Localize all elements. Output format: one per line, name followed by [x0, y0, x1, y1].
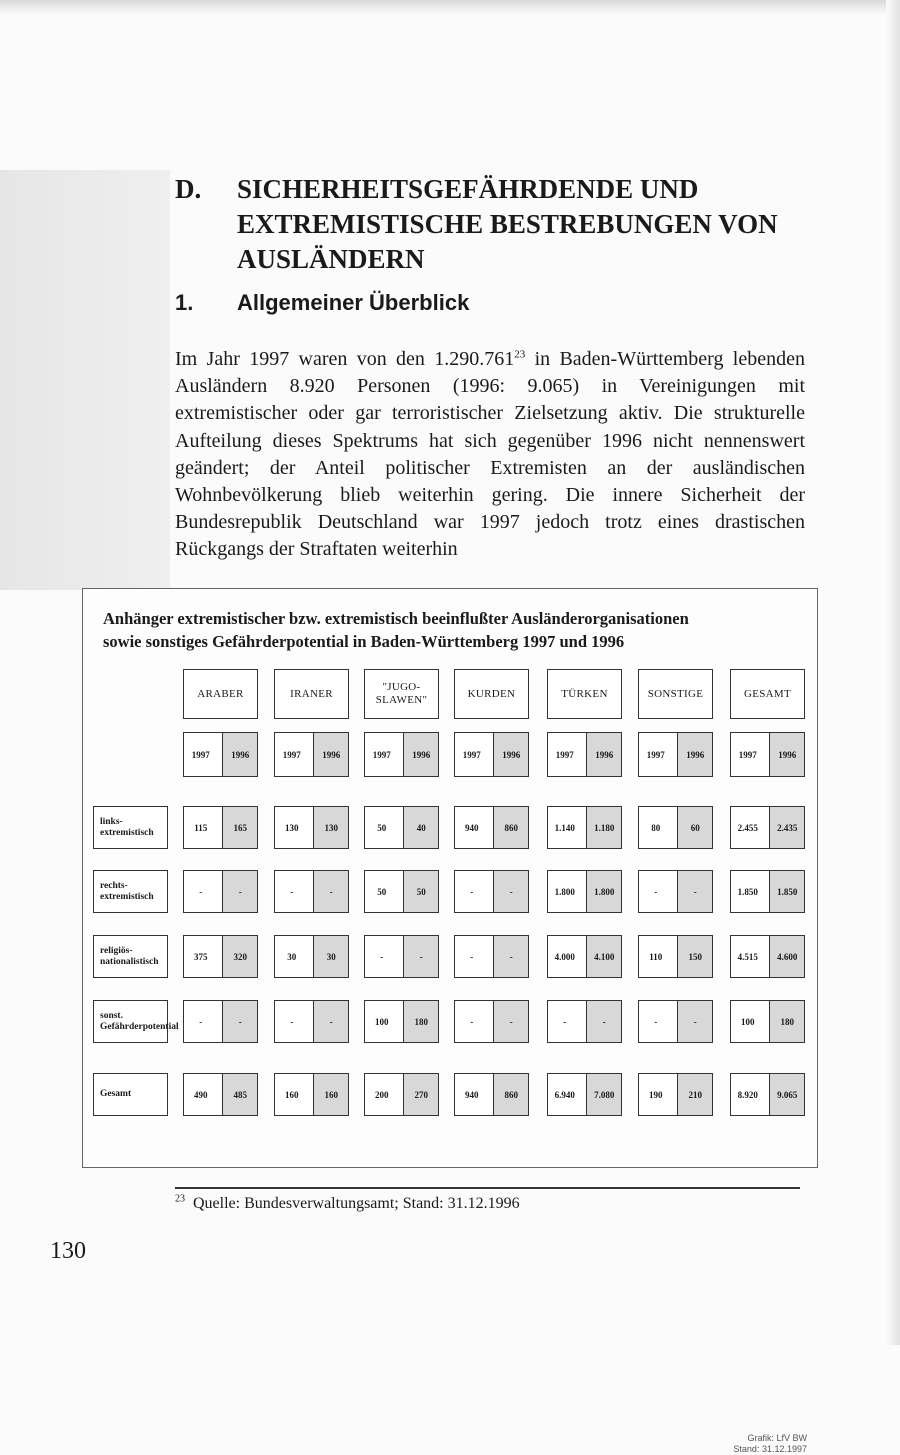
- value-1997: -: [199, 886, 203, 897]
- value-1997: 100: [741, 1016, 755, 1027]
- year-1997-label: 1997: [555, 749, 574, 760]
- group-header: GESAMT: [730, 669, 805, 719]
- value-1996: 40: [403, 807, 438, 848]
- body-text-rest: in Baden-Württemberg lebenden Ausländern 8.920 Personen (1996: 9.065) in Vereinigungen mit extremistischer oder gar terroristischer Zielsetzung aktiv. Die strukturelle Aufteilung dieses Spektrums hat sich gegenüber 1996 nicht nennenswert geändert; der Anteil politischer Extremisten an der ausländischen Wohnbevölkerung blieb weiterhin gering. Die innere Sicherheit der Bundesrepublik Deutschland war 1997 jedoch trotz eines drastischen Rückgangs der Straftaten weiterhin: [175, 348, 805, 561]
- value-1996: -: [586, 1001, 621, 1042]
- value-1997: 940: [465, 822, 479, 833]
- value-cell: [730, 806, 805, 849]
- value-cell: [730, 870, 805, 913]
- row-label: sonst. Gefährderpotential: [93, 1000, 168, 1043]
- value-1997: 6.940: [554, 1089, 575, 1100]
- year-1997-label: 1997: [738, 749, 757, 760]
- margin-shade: [0, 170, 170, 590]
- value-1996: 1.850: [769, 871, 804, 912]
- group-header: "JUGO-SLAWEN": [364, 669, 439, 719]
- value-cell: [638, 806, 713, 849]
- value-1996: -: [493, 1001, 528, 1042]
- value-1996: 9.065: [769, 1074, 804, 1115]
- value-1996: 30: [313, 936, 348, 977]
- value-1997: -: [654, 886, 658, 897]
- value-1996: 160: [313, 1074, 348, 1115]
- year-1996-label: 1996: [222, 733, 257, 776]
- scan-right-shadow: [886, 0, 900, 1345]
- group-header: KURDEN: [454, 669, 529, 719]
- year-1996-label: 1996: [403, 733, 438, 776]
- value-cell: [547, 1073, 622, 1116]
- value-1997: 490: [194, 1089, 208, 1100]
- year-1996-label: 1996: [493, 733, 528, 776]
- year-1997-label: 1997: [646, 749, 665, 760]
- year-header-pair: [364, 732, 439, 777]
- value-1996: -: [222, 871, 257, 912]
- year-1997-label: 1997: [372, 749, 391, 760]
- value-cell: [364, 870, 439, 913]
- value-1996: -: [493, 871, 528, 912]
- value-cell: [183, 1073, 258, 1116]
- value-cell: [730, 1000, 805, 1043]
- value-1997: 1.140: [554, 822, 575, 833]
- value-1997: -: [563, 1016, 567, 1027]
- value-1996: 4.100: [586, 936, 621, 977]
- value-cell: [547, 1000, 622, 1043]
- chart-title-line-1: Anhänger extremistischer bzw. extremistisch beeinflußter Ausländerorganisationen: [103, 609, 689, 628]
- footnote-reference[interactable]: 23: [514, 348, 526, 361]
- value-cell: [638, 935, 713, 978]
- value-1996: 1.180: [586, 807, 621, 848]
- year-header-pair: [274, 732, 349, 777]
- value-1997: 115: [194, 822, 208, 833]
- group-header: IRANER: [274, 669, 349, 719]
- value-1996: 860: [493, 807, 528, 848]
- value-cell: [454, 1073, 529, 1116]
- value-1997: 200: [375, 1089, 389, 1100]
- value-1996: -: [313, 871, 348, 912]
- value-cell: [638, 1073, 713, 1116]
- value-1996: 2.435: [769, 807, 804, 848]
- value-1996: 1.800: [586, 871, 621, 912]
- value-1997: -: [654, 1016, 658, 1027]
- row-label: links-extremistisch: [93, 806, 168, 849]
- scan-top-shadow: [0, 0, 900, 14]
- value-1996: -: [677, 1001, 712, 1042]
- value-cell: [547, 806, 622, 849]
- year-header-pair: [638, 732, 713, 777]
- footnote-text: Quelle: Bundesverwaltungsamt; Stand: 31.12.1996: [193, 1195, 520, 1212]
- value-1997: -: [290, 886, 294, 897]
- value-1997: 4.515: [737, 951, 758, 962]
- chart-credit-source: Grafik: LfV BW: [747, 1433, 807, 1443]
- group-header: TÜRKEN: [547, 669, 622, 719]
- year-header-pair: [730, 732, 805, 777]
- value-1996: 860: [493, 1074, 528, 1115]
- value-cell: [364, 1073, 439, 1116]
- value-cell: [547, 935, 622, 978]
- value-1996: 180: [403, 1001, 438, 1042]
- value-1996: 320: [222, 936, 257, 977]
- value-cell: [454, 1000, 529, 1043]
- year-1996-label: 1996: [677, 733, 712, 776]
- value-cell: [364, 935, 439, 978]
- body-paragraph: [175, 346, 805, 564]
- value-1997: 30: [287, 951, 297, 962]
- value-cell: [454, 806, 529, 849]
- value-cell: [638, 870, 713, 913]
- section-letter: D.: [175, 174, 202, 204]
- value-1996: -: [222, 1001, 257, 1042]
- section-title: SICHERHEITSGEFÄHRDENDE UND EXTREMISTISCHE BESTREBUNGEN VON AUSLÄNDERN: [237, 174, 778, 274]
- subsection-title: Allgemeiner Überblick: [237, 290, 470, 315]
- chart-credit: [733, 1433, 807, 1455]
- value-1997: 8.920: [737, 1089, 758, 1100]
- page-number: 130: [50, 1238, 86, 1264]
- value-1996: 150: [677, 936, 712, 977]
- subsection-number: 1.: [175, 290, 194, 315]
- value-1997: 940: [465, 1089, 479, 1100]
- year-1997-label: 1997: [462, 749, 481, 760]
- value-cell: [183, 870, 258, 913]
- value-1997: 375: [194, 951, 208, 962]
- value-cell: [730, 1073, 805, 1116]
- chart-title: [103, 607, 803, 653]
- group-header: ARABER: [183, 669, 258, 719]
- chart-credit-date: Stand: 31.12.1997: [733, 1444, 807, 1454]
- value-1997: 80: [651, 822, 661, 833]
- value-cell: [638, 1000, 713, 1043]
- group-header: SONSTIGE: [638, 669, 713, 719]
- value-1997: 50: [377, 822, 387, 833]
- value-1996: -: [403, 936, 438, 977]
- value-1997: 100: [375, 1016, 389, 1027]
- value-1996: 4.600: [769, 936, 804, 977]
- value-1997: 1.850: [737, 886, 758, 897]
- chart-title-line-2: sowie sonstiges Gefährderpotential in Baden-Württemberg 1997 und 1996: [103, 632, 625, 651]
- value-1997: -: [470, 886, 474, 897]
- value-1997: 190: [649, 1089, 663, 1100]
- year-1996-label: 1996: [586, 733, 621, 776]
- year-header-pair: [454, 732, 529, 777]
- value-cell: [454, 935, 529, 978]
- value-1997: 160: [285, 1089, 299, 1100]
- value-1997: -: [290, 1016, 294, 1027]
- value-cell: [730, 935, 805, 978]
- year-1997-label: 1997: [191, 749, 210, 760]
- value-1996: -: [493, 936, 528, 977]
- year-1997-label: 1997: [282, 749, 301, 760]
- value-cell: [547, 870, 622, 913]
- year-1996-label: 1996: [313, 733, 348, 776]
- value-1996: -: [313, 1001, 348, 1042]
- year-1996-label: 1996: [769, 733, 804, 776]
- value-cell: [274, 870, 349, 913]
- value-1996: -: [677, 871, 712, 912]
- value-1996: 7.080: [586, 1074, 621, 1115]
- value-1996: 210: [677, 1074, 712, 1115]
- value-cell: [274, 806, 349, 849]
- value-1997: 130: [285, 822, 299, 833]
- value-1997: 1.800: [554, 886, 575, 897]
- year-header-pair: [183, 732, 258, 777]
- value-cell: [183, 806, 258, 849]
- value-cell: [183, 1000, 258, 1043]
- value-cell: [454, 870, 529, 913]
- footnote-mark: 23: [175, 1193, 185, 1205]
- row-label: rechts-extremistisch: [93, 870, 168, 913]
- year-header-pair: [547, 732, 622, 777]
- row-label: religiös-nationalistisch: [93, 935, 168, 978]
- value-1997: -: [470, 1016, 474, 1027]
- value-1997: 110: [649, 951, 663, 962]
- value-cell: [364, 1000, 439, 1043]
- value-cell: [183, 935, 258, 978]
- row-label: Gesamt: [93, 1073, 168, 1116]
- value-cell: [364, 806, 439, 849]
- value-1997: -: [199, 1016, 203, 1027]
- value-1997: 4.000: [554, 951, 575, 962]
- value-cell: [274, 1073, 349, 1116]
- value-1996: 60: [677, 807, 712, 848]
- value-1997: -: [380, 951, 384, 962]
- value-1996: 50: [403, 871, 438, 912]
- value-1996: 165: [222, 807, 257, 848]
- value-cell: [274, 935, 349, 978]
- value-1997: 2.455: [737, 822, 758, 833]
- footnote: [175, 1195, 520, 1213]
- body-text-start: Im Jahr 1997 waren von den 1.290.761: [175, 348, 515, 370]
- value-1996: 130: [313, 807, 348, 848]
- value-1996: 270: [403, 1074, 438, 1115]
- footnote-divider: [175, 1187, 800, 1189]
- value-1996: 180: [769, 1001, 804, 1042]
- value-1997: 50: [377, 886, 387, 897]
- value-cell: [274, 1000, 349, 1043]
- value-1997: -: [470, 951, 474, 962]
- value-1996: 485: [222, 1074, 257, 1115]
